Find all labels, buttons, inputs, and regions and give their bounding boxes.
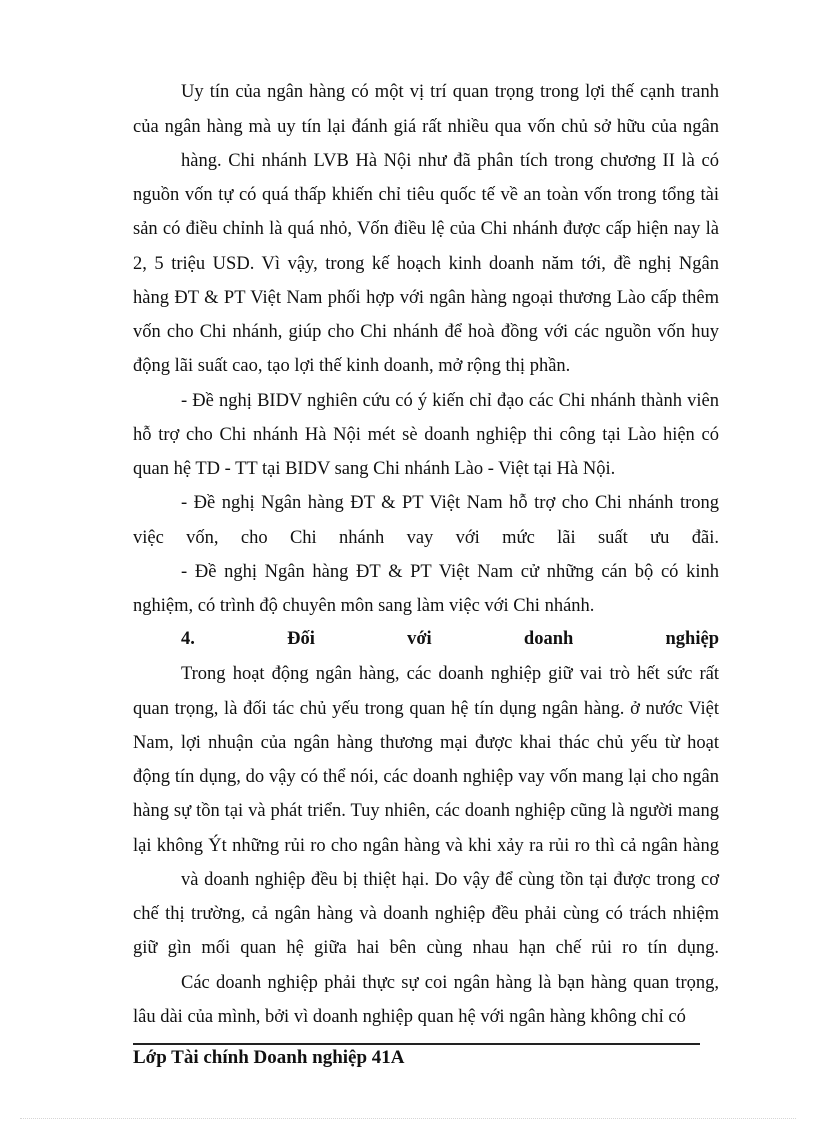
body-line: hàng. Chi nhánh LVB Hà Nội như đã phân tích trong chương II là có <box>181 151 719 171</box>
body-line: của ngân hàng mà uy tín lại đánh giá rất nhiều qua vốn chủ sở hữu của ngân <box>133 117 719 137</box>
body-line: hàng ĐT & PT Việt Nam phối hợp với ngân hàng ngoại thương Lào cấp thêm <box>133 288 719 308</box>
page-bottom-edge <box>20 1118 796 1119</box>
body-line: sản có điều chỉnh là quá nhỏ, Vốn điều lệ của Chi nhánh được cấp hiện nay là <box>133 219 719 239</box>
heading-word: với <box>407 629 432 649</box>
footer-class-label: Lớp Tài chính Doanh nghiệp 41A <box>133 1047 405 1068</box>
body-line: 2, 5 triệu USD. Vì vậy, trong kế hoạch kinh doanh năm tới, đề nghị Ngân <box>133 254 719 274</box>
body-line: Nam, lợi nhuận của ngân hàng thương mại được khai thác chủ yếu từ hoạt <box>133 733 719 753</box>
body-line: và doanh nghiệp đều bị thiệt hại. Do vậy để cùng tồn tại được trong cơ <box>181 870 719 890</box>
body-line: vốn cho Chi nhánh, giúp cho Chi nhánh để hoà đồng với các nguồn vốn huy <box>133 322 719 342</box>
body-line: - Đề nghị Ngân hàng ĐT & PT Việt Nam cử những cán bộ có kinh <box>181 562 719 582</box>
section-heading <box>181 627 719 651</box>
body-line: chế thị trường, cả ngân hàng và doanh nghiệp đều phải cùng có trách nhiệm <box>133 904 719 924</box>
body-line: - Đề nghị Ngân hàng ĐT & PT Việt Nam hỗ trợ cho Chi nhánh trong <box>181 493 719 513</box>
body-line: hàng sự tồn tại và phát triển. Tuy nhiên, các doanh nghiệp cũng là người mang <box>133 801 719 821</box>
body-line: Uy tín của ngân hàng có một vị trí quan trọng trong lợi thế cạnh tranh <box>181 82 719 102</box>
heading-word: Đối <box>287 629 315 649</box>
body-line: quan hệ TD - TT tại BIDV sang Chi nhánh Lào - Việt tại Hà Nội. <box>133 459 616 479</box>
heading-word: doanh <box>523 629 574 649</box>
body-line: nguồn vốn tự có quá thấp khiến chỉ tiêu quốc tế về an toàn vốn trong tổng tài <box>133 185 719 205</box>
body-line: Các doanh nghiệp phải thực sự coi ngân hàng là bạn hàng quan trọng, <box>181 973 719 993</box>
body-line: hỗ trợ cho Chi nhánh Hà Nội mét sè doanh nghiệp thi công tại Lào hiện có <box>133 425 719 445</box>
heading-word: nghiệp <box>665 629 719 649</box>
body-line: việc vốn, cho Chi nhánh vay với mức lãi suất ưu đãi. <box>133 528 719 548</box>
body-line: động tín dụng, do vậy có thể nói, các doanh nghiệp vay vốn mang lại cho ngân <box>133 767 719 787</box>
body-line: Trong hoạt động ngân hàng, các doanh nghiệp giữ vai trò hết sức rất <box>181 664 719 684</box>
section-number: 4. <box>181 629 195 649</box>
body-line: động lãi suất cao, tạo lợi thế kinh doanh, mở rộng thị phần. <box>133 356 571 376</box>
body-line: nghiệm, có trình độ chuyên môn sang làm việc với Chi nhánh. <box>133 596 595 616</box>
body-line: quan trọng, là đối tác chủ yếu trong quan hệ tín dụng ngân hàng. ở nước Việt <box>133 699 719 719</box>
body-line: lại không Ýt những rủi ro cho ngân hàng và khi xảy ra rủi ro thì cả ngân hàng <box>133 836 719 856</box>
body-line: giữ gìn mối quan hệ giữa hai bên cùng nhau hạn chế rủi ro tín dụng. <box>133 938 719 958</box>
body-line: lâu dài của mình, bởi vì doanh nghiệp quan hệ với ngân hàng không chỉ có <box>133 1007 686 1027</box>
body-line: - Đề nghị BIDV nghiên cứu có ý kiến chỉ đạo các Chi nhánh thành viên <box>181 391 719 411</box>
